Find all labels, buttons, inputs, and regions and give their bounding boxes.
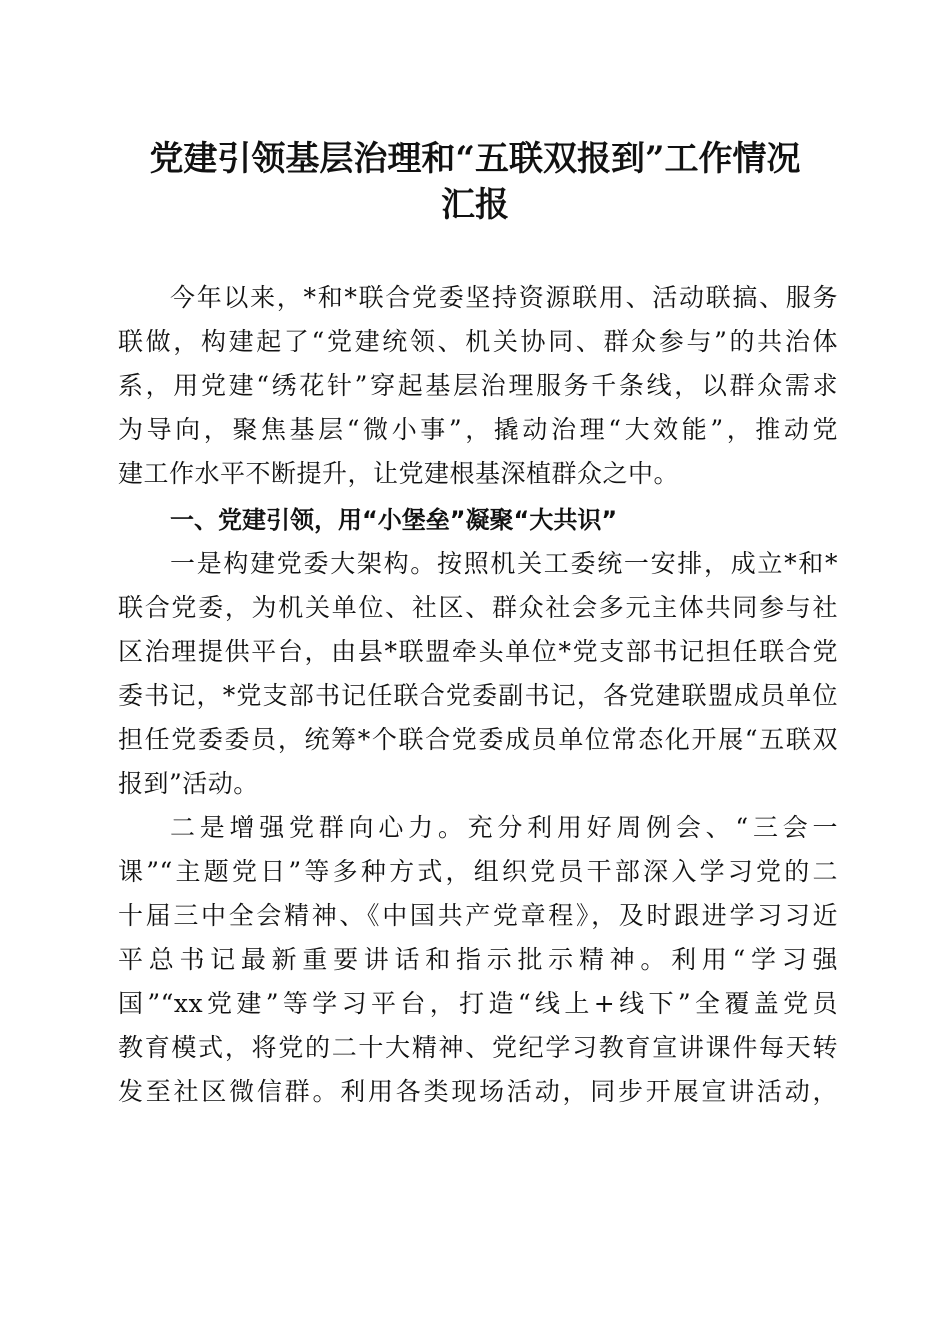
- document-title-line-1: 党建引领基层治理和“五联双报到”工作情况: [149, 139, 801, 179]
- para-1-line-4: 委书记，*党支部书记任联合党委副书记，各党建联盟成员单位: [118, 681, 838, 710]
- para-2-line-4: 平总书记最新重要讲话和指示批示精神。利用“学习强: [118, 945, 838, 974]
- document-title-line-2: 汇报: [441, 185, 509, 225]
- intro-line-3: 系，用党建“绣花针”穿起基层治理服务千条线，以群众需求: [118, 371, 838, 400]
- para-2-line-1: 二是增强党群向心力。充分利用好周例会、“三会一: [170, 813, 838, 842]
- intro-line-4: 为导向，聚焦基层“微小事”，撬动治理“大效能”，推动党: [118, 415, 838, 444]
- intro-line-2: 联做，构建起了“党建统领、机关协同、群众参与”的共治体: [118, 327, 838, 356]
- para-1-line-3: 区治理提供平台，由县*联盟牵头单位*党支部书记担任联合党: [118, 637, 838, 666]
- intro-line-1: 今年以来，*和*联合党委坚持资源联用、活动联搞、服务: [170, 283, 838, 312]
- para-2-line-3: 十届三中全会精神、《中国共产党章程》，及时跟进学习习近: [118, 901, 838, 930]
- para-1-line-6: 报到”活动。: [118, 769, 259, 798]
- para-2-line-2: 课”“主题党日”等多种方式，组织党员干部深入学习党的二: [118, 857, 838, 886]
- para-2-line-6: 教育模式，将党的二十大精神、党纪学习教育宣讲课件每天转: [118, 1033, 838, 1062]
- para-1-line-5: 担任党委委员，统筹*个联合党委成员单位常态化开展“五联双: [118, 725, 838, 754]
- section-1-heading: 一、党建引领，用“小堡垒”凝聚“大共识”: [170, 506, 618, 534]
- para-2-line-5: 国”“xx党建”等学习平台，打造“线上+线下”全覆盖党员: [118, 989, 838, 1018]
- para-1-line-1: 一是构建党委大架构。按照机关工委统一安排，成立*和*: [170, 549, 838, 578]
- para-1-line-2: 联合党委，为机关单位、社区、群众社会多元主体共同参与社: [118, 593, 838, 622]
- para-2-line-7: 发至社区微信群。利用各类现场活动，同步开展宣讲活动，: [118, 1077, 838, 1106]
- intro-line-5: 建工作水平不断提升，让党建根基深植群众之中。: [118, 459, 680, 488]
